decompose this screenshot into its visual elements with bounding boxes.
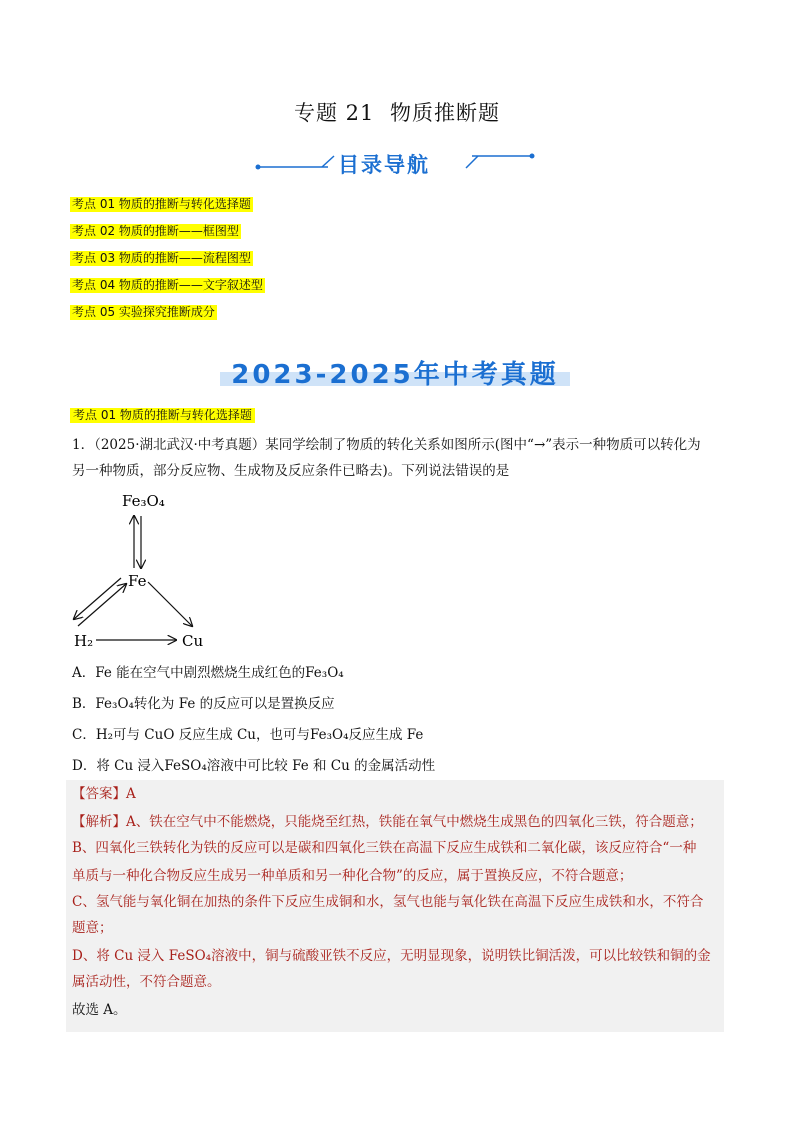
analysis-line: 属活动性，不符合题意。 (72, 974, 221, 990)
page-title-name: 物质推断题 (390, 101, 501, 125)
knowledge-point-tag: 考点 01 物质的推断与转化选择题 (70, 408, 255, 423)
conversion-diagram (66, 486, 226, 656)
arrow-fe-to-cu (148, 582, 192, 626)
analysis-line: B、四氧化三铁转化为铁的反应可以是碳和四氧化三铁在高温下反应生成铁和二氧化碳，该反应符合“一种 (72, 840, 697, 856)
section-banner-text: 2023-2025年中考真题 (231, 360, 559, 390)
analysis-line: D、将 Cu 浸入 FeSO₄溶液中，铜与硫酸亚铁不反应，无明显现象，说明铁比铜活泼，可以比较铁和铜的金 (72, 948, 711, 964)
question-line: 另一种物质，部分反应物、生成物及反应条件已略去)。下列说法错误的是 (72, 463, 510, 479)
toc-item[interactable]: 考点 05 实验探究推断成分 (72, 305, 215, 319)
page-title (0, 97, 794, 127)
analysis-line: 单质与一种化合物反应生成另一种单质和另一种化合物”的反应，属于置换反应，不符合题意； (72, 868, 633, 884)
diagram-node-left: H₂ (74, 632, 94, 650)
option-d[interactable]: D．将 Cu 浸入FeSO₄溶液中可比较 Fe 和 Cu 的金属活动性 (72, 758, 436, 774)
arrow-h2-to-fe (78, 584, 126, 626)
toc-item[interactable]: 考点 04 物质的推断——文字叙述型 (72, 278, 263, 292)
diagram-node-top: Fe₃O₄ (122, 492, 165, 510)
analysis-line: C、氢气能与氧化铜在加热的条件下反应生成铜和水，氢气也能与氧化铁在高温下反应生成铁和水，不符合 (72, 894, 704, 910)
question-stem (72, 432, 722, 484)
option-a[interactable]: A．Fe 能在空气中剧烈燃烧生成红色的Fe₃O₄ (72, 665, 344, 681)
answer-panel (66, 780, 724, 1032)
page-title-topic: 专题 21 (293, 101, 375, 125)
toc-heading: 目录导航 (338, 153, 430, 177)
diagram-node-middle: Fe (128, 572, 147, 590)
toc-list (70, 193, 265, 328)
diagram-node-right: Cu (182, 632, 204, 650)
toc-item[interactable]: 考点 02 物质的推断——框图型 (72, 224, 239, 238)
analysis-line: 【解析】A、铁在空气中不能燃烧，只能烧至红热，铁能在氧气中燃烧生成黑色的四氧化三铁，符合题意； (72, 814, 703, 830)
toc-item[interactable]: 考点 03 物质的推断——流程图型 (72, 251, 251, 265)
toc-item[interactable]: 考点 01 物质的推断与转化选择题 (72, 197, 251, 211)
options-list (72, 660, 722, 784)
option-c[interactable]: C．H₂可与 CuO 反应生成 Cu，也可与Fe₃O₄反应生成 Fe (72, 727, 424, 743)
arrow-fe-to-h2 (74, 578, 121, 619)
question-line: 1．（2025·湖北武汉·中考真题）某同学绘制了物质的转化关系如图所示(图中“→”表示一种物质可以转化为 (72, 437, 701, 453)
answer-label: 【答案】A (72, 786, 136, 802)
toc-banner (250, 146, 540, 182)
option-b[interactable]: B．Fe₃O₄转化为 Fe 的反应可以是置换反应 (72, 696, 335, 712)
answer-conclusion: 故选 A。 (72, 1002, 127, 1018)
analysis-line: 题意； (72, 920, 113, 936)
section-banner (210, 352, 580, 392)
